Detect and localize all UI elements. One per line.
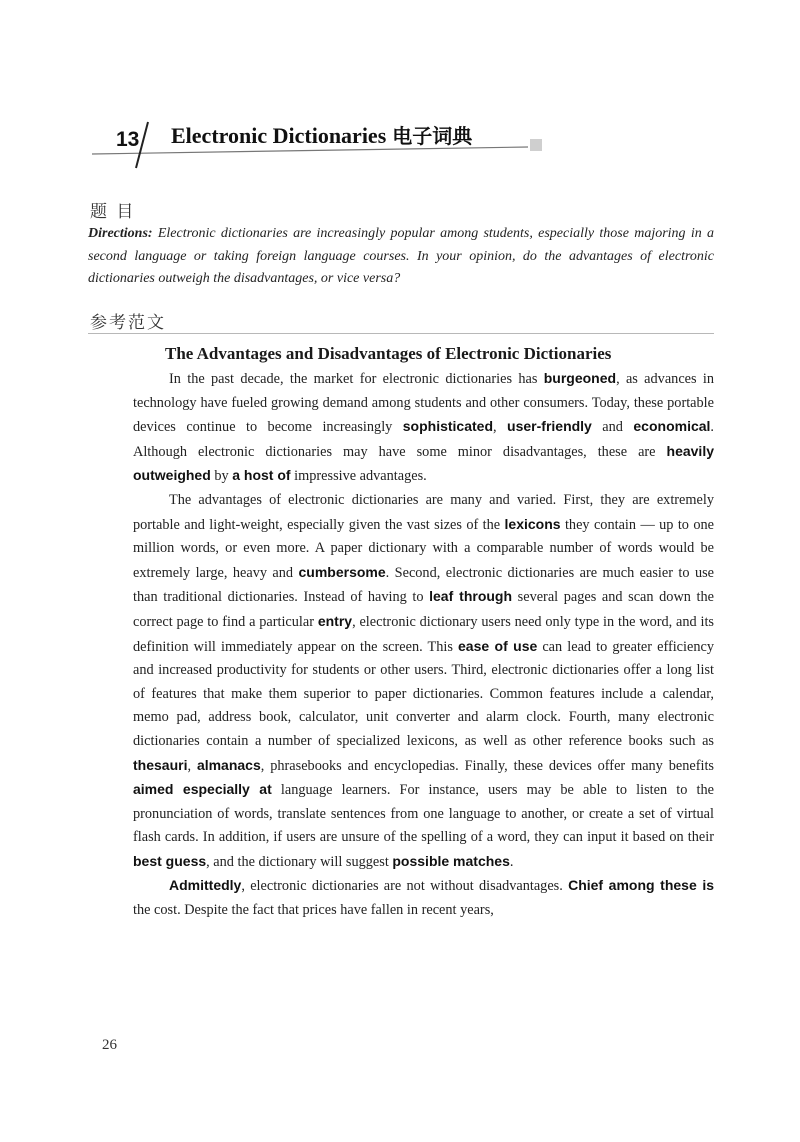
chapter-title [171,120,472,149]
keyword: burgeoned [543,370,617,386]
text-run: they contain — up to one million words, or even more. A paper dictionary with a comparable number of words would be extremely large, heavy and [133,516,714,581]
essay-title: The Advantages and Disadvantages of Electronic Dictionaries [165,344,612,363]
keyword: aimed especially at [133,781,272,798]
section-divider [88,333,714,334]
text-run: , electronic dictionary users need only type in the word, and its definition will immediately appear on the screen. This [133,613,714,655]
text-run: , electronic dictionaries are not without disadvantages. [241,878,569,895]
text-run: . [509,853,514,870]
keyword: user-friendly [507,418,592,435]
text-run: , and the dictionary will suggest [206,853,393,870]
essay-paragraph-3 [133,874,714,922]
chapter-title-en: Electronic Dictionaries [171,123,387,148]
text-run: In the past decade, the market for electronic dictionaries has [169,371,544,387]
chapter-header [88,112,548,172]
keyword: almanacs [196,756,261,773]
text-run: , as advances in technology have fueled growing demand among students and other consumers. Today, these portable devices continue to become increasingly [133,371,715,436]
text-run: the cost. Despite the fact that prices have fallen in recent years, [133,902,494,919]
directions-lead: Directions: [88,226,153,241]
keyword: economical [633,418,711,435]
keyword: leaf through [429,588,513,605]
keyword: thesauri [133,756,188,773]
text-run: and [591,419,634,436]
text-run: , [493,419,508,436]
keyword: heavily outweighed [133,442,714,484]
chapter-number: 13 [116,128,140,151]
directions [88,223,714,291]
page-number: 26 [102,1037,117,1053]
directions-text: Electronic dictionaries are increasingly popular among students, especially those majoring in a second language or taking foreign language courses. In your opinion, do the advantages of electronic dictionaries outweigh the disadvantages, or vice versa? [88,226,715,286]
keyword: entry [317,612,353,629]
text-run: language learners. For instance, users may be able to listen to the pronunciation of words, translate sentences from one language to another, or create a set of virtual flash cards. In addition, if users are unsure of the spelling of a word, they can input it based on their [133,782,714,846]
section-label-sample: 参考范文 [90,313,166,333]
keyword: possible matches [392,852,510,869]
text-run: The advantages of electronic dictionaries are many and varied. First, they are extremely portable and light-weight, especially given the vast sizes of the [133,491,714,533]
text-run: , phrasebooks and encyclopedias. Finally, these devices offer many benefits [260,757,714,774]
keyword: a host of [232,467,291,484]
text-run: impressive advantages. [290,468,427,485]
text-run: . Although electronic dictionaries may have some minor disadvantages, these are [133,419,714,460]
text-run: can lead to greater efficiency and increased productivity for students or other users. Third, electronic dictionaries offer a long list of features that make them superior to paper dictionaries. Common features include a calendar, memo pad, address book, calculator, unit converter and alarm clock. Fourth, many electronic dictionaries contain a number of specialized lexicons, as well as other reference books such as [133,638,714,749]
chapter-title-cn: 电子词典 [392,124,473,148]
keyword: Chief among these is [568,877,715,894]
keyword: sophisticated [402,418,494,435]
essay-paragraph-2 [133,489,714,875]
section-label-topic: 题 目 [90,202,136,222]
essay-body [133,367,714,923]
keyword: best guess [133,852,207,869]
essay-paragraph-1 [133,367,714,489]
text-run: , [187,757,197,774]
text-run: . Second, electronic dictionaries are much easier to use than traditional dictionaries. Instead of having to [133,564,714,606]
text-run: several pages and scan down the correct page to find a particular [133,589,715,630]
keyword: lexicons [504,515,561,532]
keyword: cumbersome [298,563,386,580]
keyword: Admittedly [169,877,242,894]
text-run: by [210,468,233,485]
keyword: ease of use [458,637,538,654]
